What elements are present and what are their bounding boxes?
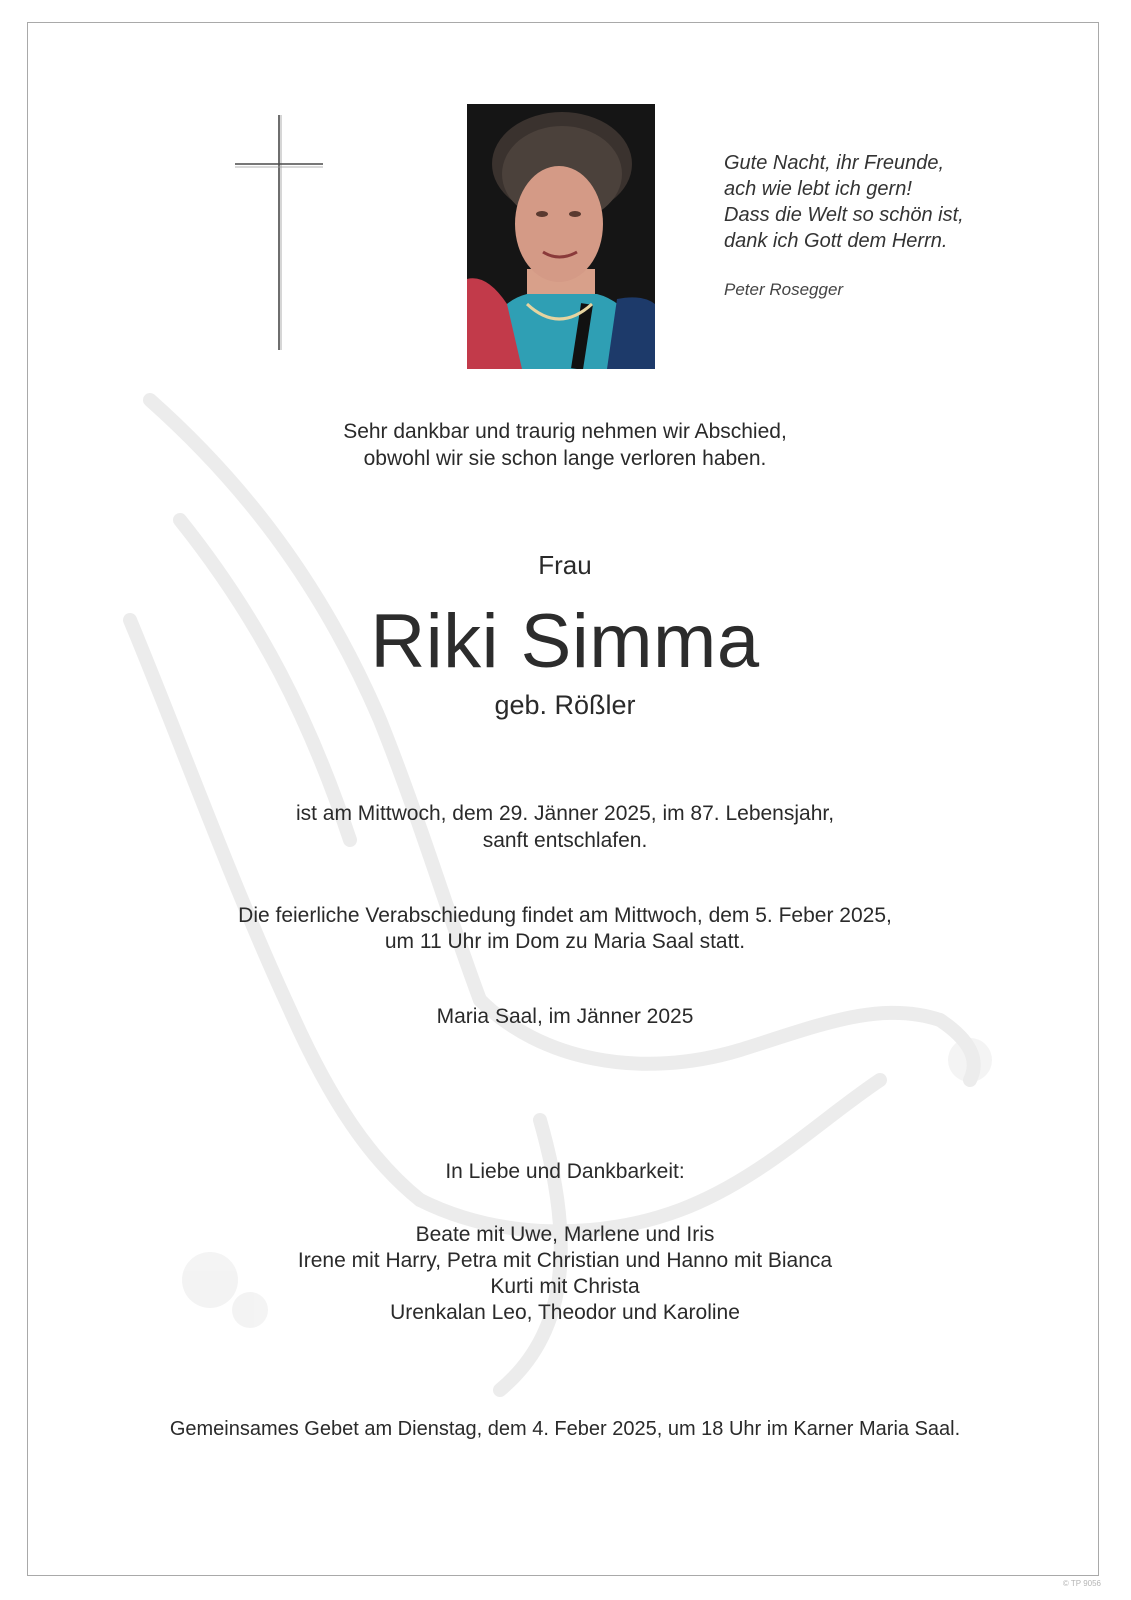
family-line: Beate mit Uwe, Marlene und Iris — [415, 1223, 715, 1246]
ceremony-line: Die feierliche Verabschiedung findet am Mittwoch, dem 5. Feber 2025, — [238, 904, 892, 927]
place-date: Maria Saal, im Jänner 2025 — [436, 1005, 694, 1028]
family-list — [60, 1222, 1070, 1326]
thanks-heading: In Liebe und Dankbarkeit: — [445, 1160, 685, 1183]
portrait-photo — [467, 104, 655, 369]
death-notice-line: sanft entschlafen. — [482, 829, 648, 852]
ceremony-line: um 11 Uhr im Dom zu Maria Saal statt. — [384, 930, 746, 953]
poem-line: dank ich Gott dem Herrn. — [724, 230, 948, 252]
birth-name: geb. Rößler — [494, 690, 636, 720]
intro-line: obwohl wir sie schon lange verloren haben. — [363, 447, 767, 470]
family-line: Urenkalan Leo, Theodor und Karoline — [390, 1301, 740, 1324]
poem — [724, 150, 1054, 254]
poem-line: Dass die Welt so schön ist, — [724, 204, 964, 226]
death-notice-line: ist am Mittwoch, dem 29. Jänner 2025, im 87. Lebensjahr, — [295, 802, 835, 825]
intro-text — [60, 418, 1070, 472]
poem-line: ach wie lebt ich gern! — [724, 178, 912, 200]
salutation: Frau — [538, 550, 592, 580]
prayer-notice: Gemeinsames Gebet am Dienstag, dem 4. Feber 2025, um 18 Uhr im Karner Maria Saal. — [169, 1418, 961, 1440]
cross-icon — [235, 115, 325, 355]
poem-line: Gute Nacht, ihr Freunde, — [724, 152, 945, 174]
family-line: Kurti mit Christa — [490, 1275, 640, 1298]
family-line: Irene mit Harry, Petra mit Christian und Hanno mit Bianca — [297, 1249, 833, 1272]
poem-author: Peter Rosegger — [724, 280, 844, 299]
ceremony-info — [60, 903, 1070, 955]
footer-code: © TP 9056 — [1062, 1579, 1101, 1588]
intro-line: Sehr dankbar und traurig nehmen wir Abschied, — [343, 420, 787, 443]
deceased-name: Riki Simma — [370, 599, 760, 684]
death-notice — [60, 800, 1070, 854]
